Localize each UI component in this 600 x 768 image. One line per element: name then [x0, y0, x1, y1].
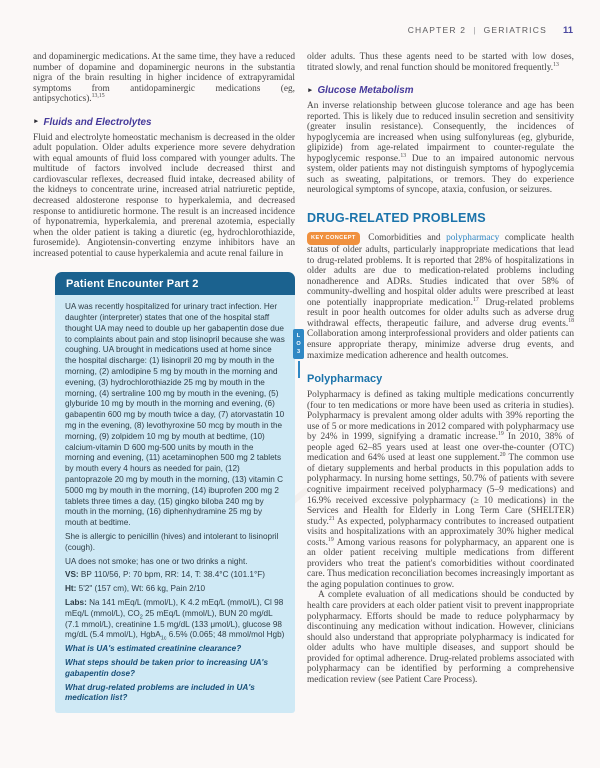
- paragraph-text: Among various reasons for polypharmacy, an apparent one is an older patient receiving multiple medications from different providers who treat the patient's comorbidities without coordinated care. Thus medication reconciliation becomes increasingly important as the aging population continues to grow.: [307, 537, 574, 590]
- vital-signs-line: [65, 570, 285, 581]
- section-heading-drug-related-problems: DRUG-RELATED PROBLEMS: [307, 211, 486, 226]
- encounter-allergy-paragraph: She is allergic to penicillin (hives) and intolerant to lisinopril (cough).: [65, 532, 279, 552]
- paragraph-text: Collaboration among interprofessional providers and older patients can ensure appropriate therapy, minimize adverse drug events, and maximize medication adherence and health outcomes.: [307, 329, 574, 361]
- left-column: [33, 52, 295, 713]
- reference-superscript: 13: [553, 61, 559, 68]
- learning-objective-badge: [293, 329, 304, 359]
- reference-superscript: 21: [328, 515, 335, 522]
- triangle-bullet-icon: ►: [33, 118, 40, 126]
- lo-letter: 3: [296, 349, 301, 355]
- ht-label: Ht:: [65, 584, 77, 594]
- learning-objective-rule: [298, 361, 300, 378]
- labs-values: 25 mEq/L (mmol/L), BUN 20 mg/dL (7.1 mmol/L), creatinine 1.5 mg/dL (133 μmol/L), glucose 98 mg/dL (5.4 mmol/L), HgbA: [65, 608, 282, 640]
- right-column: [296, 52, 575, 713]
- subscript: 2: [139, 614, 143, 621]
- paragraph-text: As expected, polypharmacy contributes to increased outpatient visits and hospitalizations with an approximately 30% higher medical costs.: [307, 516, 574, 548]
- encounter-question: What drug-related problems are included in UA's medication list?: [65, 682, 255, 703]
- vs-label: VS:: [65, 570, 79, 580]
- paragraph-text: Comorbidities and: [362, 233, 447, 244]
- paragraph-text: An inverse relationship between glucose tolerance and age has been reported. This is likely due to reduced insulin secretion and sensitivity (greater insulin resistance). Consequently, the incidences of hypoglycemia are increased when using sulfonylureas (eg, glyburide, glipizide) from age-related impairment to counter-regulate the hypoglycemic response.: [307, 101, 574, 164]
- paragraph-text: and dopaminergic medications. At the same time, they have a reduced number of dopamine and dopaminergic neurons in the substantia nigra of the brain resulting in higher incidence of extrapyramidal symptoms from antidopaminergic medications (eg, antipsychotics).: [33, 52, 295, 105]
- lo-letter: O: [296, 341, 301, 347]
- labs-line: [65, 598, 285, 641]
- subsection-heading-polypharmacy: Polypharmacy: [307, 373, 383, 386]
- paragraph-text: In 2010, 38% of people aged 62–85 years used at least one over-the-counter (OTC) medication and 64% used at least one supplement.: [307, 432, 575, 464]
- polypharmacy-link-text: polypharmacy: [446, 233, 500, 244]
- reference-superscript: 18: [568, 317, 574, 324]
- body-paragraph: [307, 52, 574, 73]
- height-weight-line: [65, 584, 285, 595]
- reference-superscript: 17: [473, 296, 479, 303]
- subsection-heading-fluids: [33, 117, 295, 128]
- patient-encounter-box: [55, 272, 295, 713]
- body-paragraph: [307, 390, 574, 590]
- paragraph-text: complicate health status of older adults, particularly inappropriate medications that lead to drug-related problems. It is reported that 28% of hospitalizations in older adults are due to medication-related problems including nonadherence and ADRs. Studies indicated that over 58% of community-dwelling and hospital older adults were prescribed at least one potentially inappropriate medication.: [307, 233, 574, 308]
- labs-values: 6.5% (0.065; 48 mmol/mol Hgb): [166, 630, 285, 640]
- body-paragraph: Fluid and electrolyte homeostatic mechanism is decreased in the older adult population. Older adults experience more severe dehydration with equal amounts of fluid loss compared with younger adults. The multitude of factors involved include decreased thirst and cardiovascular reflexes, decreased fluid intake, decreased ability of the kidneys to concentrate urine, increased atrial natriuretic peptide, decreased aldosterone response to hyperkalemia, and decreased response to antidiuretic hormone. The result is an increased incidence of hyponatremia, hyperkalemia, and prerenal azotemia, especially when the older patient is taking a diuretic (eg, hydrochlorothiazide, furosemide). Angiotensin-converting enzyme inhibitors have an increased potential to cause hyperkalemia and acute renal failure in: [33, 132, 295, 259]
- paragraph-text: older adults. Thus these agents need to be started with low doses, titrated slowly, and renal function should be monitored frequently.: [307, 52, 574, 73]
- encounter-question: What steps should be taken prior to increasing UA's gabapentin dose?: [65, 658, 269, 678]
- body-paragraph: [33, 52, 295, 105]
- patient-encounter-title: Patient Encounter Part 2: [55, 272, 295, 295]
- paragraph-text: Drug-related problems result in poor health outcomes for older adults such as adverse drug withdrawal effects, therapeutic failure, and adverse drug events.: [307, 297, 574, 329]
- encounter-social-paragraph: UA does not smoke; has one or two drinks a night.: [65, 556, 248, 566]
- labs-label: Labs:: [65, 598, 87, 608]
- header-separator: |: [473, 25, 477, 35]
- heading-label: Glucose Metabolism: [317, 85, 414, 97]
- two-column-layout: [33, 52, 574, 713]
- paragraph-text: The common use of dietary supplements and herbal products in this population adds to polypharmacy. In nursing home settings, 50.7% of patients with severe cognitive impairment received polypharmacy (5–9 medications) and 16.9% received excessive polypharmacy (≥ 10 medications) in the Services and Health for Elderly in Long Term Care (SHELTER) study.: [307, 453, 575, 527]
- subsection-heading-glucose: [307, 85, 574, 96]
- vs-values: BP 110/56, P: 70 bpm, RR: 14, T: 38.4°C (101.1°F): [78, 570, 265, 580]
- reference-superscript: 19: [327, 536, 334, 543]
- paragraph-text: Due to an impaired autonomic nervous system, older patients may not distinguish symptoms of hypoglycemia such as sweating, palpitations, or tremors. They do experience neurological symptoms of syncope, ataxia, confusion, or seizures.: [307, 153, 574, 196]
- page-number: 11: [562, 25, 573, 36]
- reference-superscript: 13: [400, 152, 407, 159]
- chapter-label: CHAPTER 2: [407, 25, 467, 35]
- key-concept-paragraph: [307, 232, 574, 361]
- paragraph-text: Polypharmacy is defined as taking multiple medications concurrently (four to ten medications or more have been used as criteria in studies). Polypharmacy is prevalent among older adults with 39% reporting the use of 5 or more medications in 2012 compared with polypharmacy use by 24% in 1999, signifying a dramatic increase.: [307, 390, 574, 443]
- section-label: GERIATRICS: [483, 25, 547, 35]
- patient-encounter-body: [55, 295, 295, 713]
- body-paragraph: A complete evaluation of all medications should be conducted by health care providers at each older patient visit to prevent inappropriate polypharmacy. Efforts should be made to reduce polypharmacy by discontinuing any medication without indication. However, clinicians should also understand that appropriate polypharmacy is indicated for older adults who have multiple diseases, and support should be provided for optimal adherence. Drug-related problems associated with polypharmacy can be identified by performing a comprehensive medication review (see Patient Care Process).: [307, 590, 574, 685]
- encounter-question: What is UA's estimated creatinine clearance?: [65, 644, 242, 654]
- body-paragraph: [307, 101, 574, 196]
- encounter-history-paragraph: UA was recently hospitalized for urinary tract infection. Her daughter (interpreter) states that one of the hospital staff thought UA may need to double up her gabapentin dose due to complaints about pain and stop lisinopril because she was coughing. UA brought in medications used at home since the hospital discharge: (1) lisinopril 20 mg by mouth in the morning, (2) amlodipine 5 mg by mouth in the morning and evening, (3) hydrochlorothiazide 25 mg by mouth in the morning, (4) sertraline 100 mg by mouth in the evening, (5) glyburide 10 mg by mouth in the morning and evening, (6) gabapentin 600 mg by mouth twice a day, (7) atorvastatin 10 mg in the evening, (8) levothyroxine 50 mcg by mouth in the morning, (9) zolpidem 10 mg by mouth at bedtime, (10) calcium-vitamin D 600 mg-500 units by mouth in the morning and evening, (11) acetaminophen 500 mg 2 tablets by mouth every 4 hours as needed for pain, (12) pantoprazole 20 mg by mouth in the morning, (13) vitamin C 5000 mg by mouth in the morning, (14) ibuprofen 200 mg 2 tablets three times a day, (15) gingko biloba 240 mg by mouth in the morning, (16) diphenhydramine 25 mg by mouth at bedtime.: [65, 302, 285, 528]
- reference-superscript: 20: [499, 452, 506, 459]
- labs-values: Na 141 mEq/L (mmol/L), K 4.2 mEq/L (mmol/L), Cl 98 mEq/L (mmol/L), CO: [65, 598, 284, 618]
- reference-superscript: 19: [497, 431, 504, 438]
- reference-superscript: 13,15: [91, 93, 105, 100]
- ht-values: 5'2" (157 cm), Wt: 66 kg, Pain 2/10: [76, 584, 206, 594]
- running-head: [408, 25, 573, 36]
- key-concept-badge: KEY CONCEPT: [307, 232, 360, 245]
- lo-letter: L: [296, 333, 301, 339]
- heading-label: Fluids and Electrolytes: [43, 116, 152, 128]
- subscript: 1c: [160, 636, 167, 643]
- triangle-bullet-icon: ►: [307, 86, 314, 94]
